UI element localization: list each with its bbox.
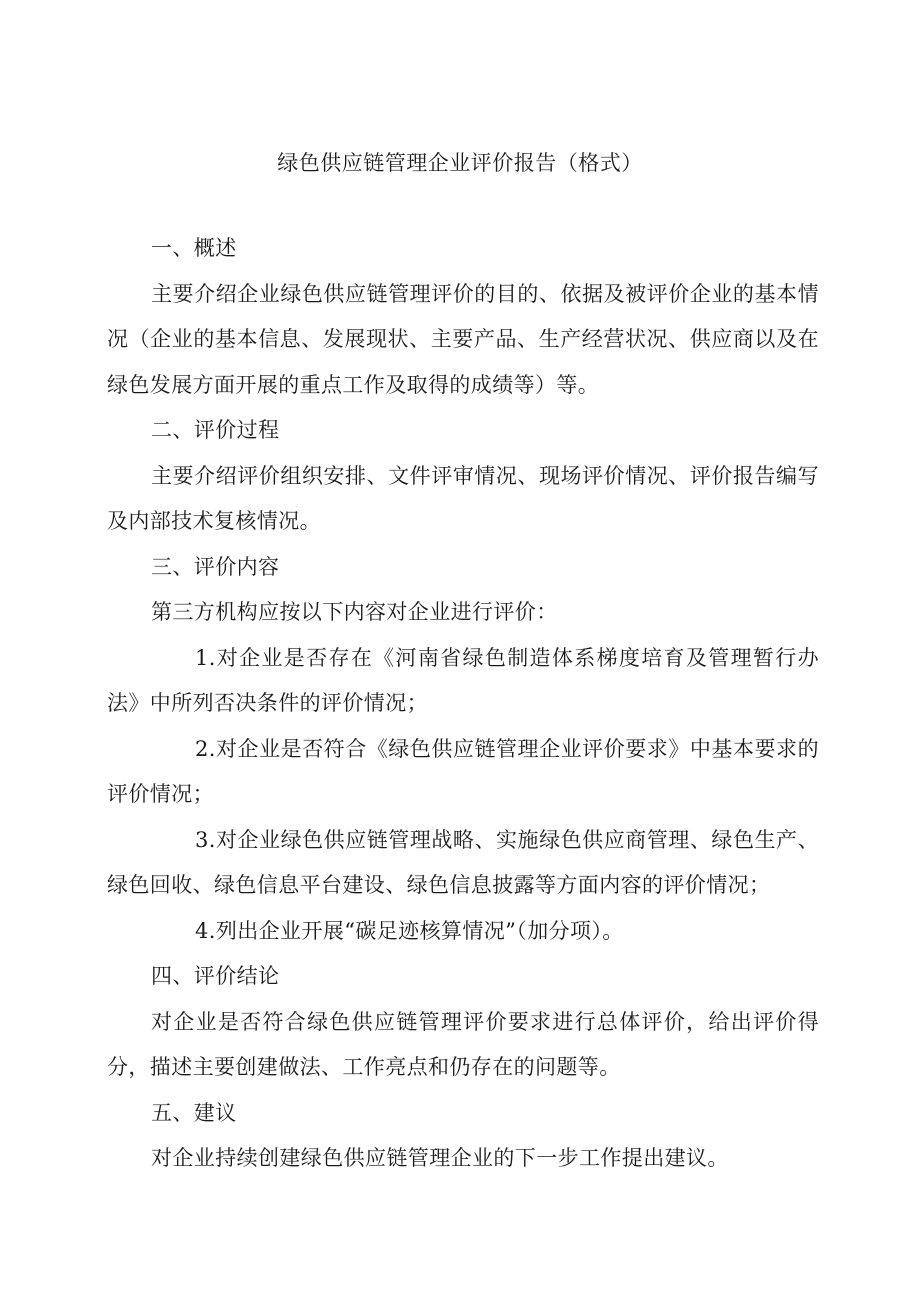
list-item-number: 1 (195, 645, 209, 670)
section-heading: 一、概述 (151, 236, 237, 260)
section-recommendations (107, 1091, 819, 1182)
section-heading: 四、评价结论 (151, 964, 280, 988)
paragraph: 主要介绍评价组织安排、文件评审情况、现场评价情况、评价报告编写及内部技术复核情况。 (107, 463, 819, 533)
section-heading: 三、评价内容 (151, 554, 280, 579)
paragraph: 主要介绍企业绿色供应链管理评价的目的、依据及被评价企业的基本情况（企业的基本信息、发展现状、主要产品、生产经营状况、供应商以及在绿色发展方面开展的重点工作及取得的成绩等）等。 (107, 281, 819, 397)
section-evaluation-content (107, 545, 819, 955)
section-overview (107, 226, 819, 408)
list-item-text: .对企业绿色供应链管理战略、实施绿色供应商管理、绿色生产、绿色回收、绿色信息平台建设、绿色信息披露等方面内容的评价情况； (107, 827, 819, 897)
list-item (107, 636, 819, 727)
list-item-text: .对企业是否符合《绿色供应链管理企业评价要求》中基本要求的评价情况； (107, 736, 819, 806)
paragraph: 对企业持续创建绿色供应链管理企业的下一步工作提出建议。 (151, 1146, 729, 1170)
paragraph: 第三方机构应按以下内容对企业进行评价： (151, 600, 558, 624)
list-item-text: .对企业是否存在《河南省绿色制造体系梯度培育及管理暂行办法》中所列否决条件的评价情况； (107, 645, 819, 715)
section-heading: 五、建议 (151, 1100, 237, 1125)
list-item-number: 3 (195, 827, 209, 852)
paragraph: 对企业是否符合绿色供应链管理评价要求进行总体评价，给出评价得分，描述主要创建做法、工作亮点和仍存在的问题等。 (107, 1009, 819, 1079)
list-item (107, 909, 819, 955)
document-title: 绿色供应链管理企业评价报告（格式） (277, 151, 643, 175)
section-heading: 二、评价过程 (151, 418, 280, 442)
section-evaluation-conclusion (107, 954, 819, 1091)
list-item (107, 727, 819, 818)
document-body (107, 226, 819, 1182)
list-item-text: .列出企业开展“碳足迹核算情况”（加分项）。 (208, 918, 624, 943)
section-evaluation-process (107, 408, 819, 545)
list-item-number: 2 (195, 736, 209, 761)
list-item-number: 4 (195, 918, 209, 943)
list-item (107, 818, 819, 909)
